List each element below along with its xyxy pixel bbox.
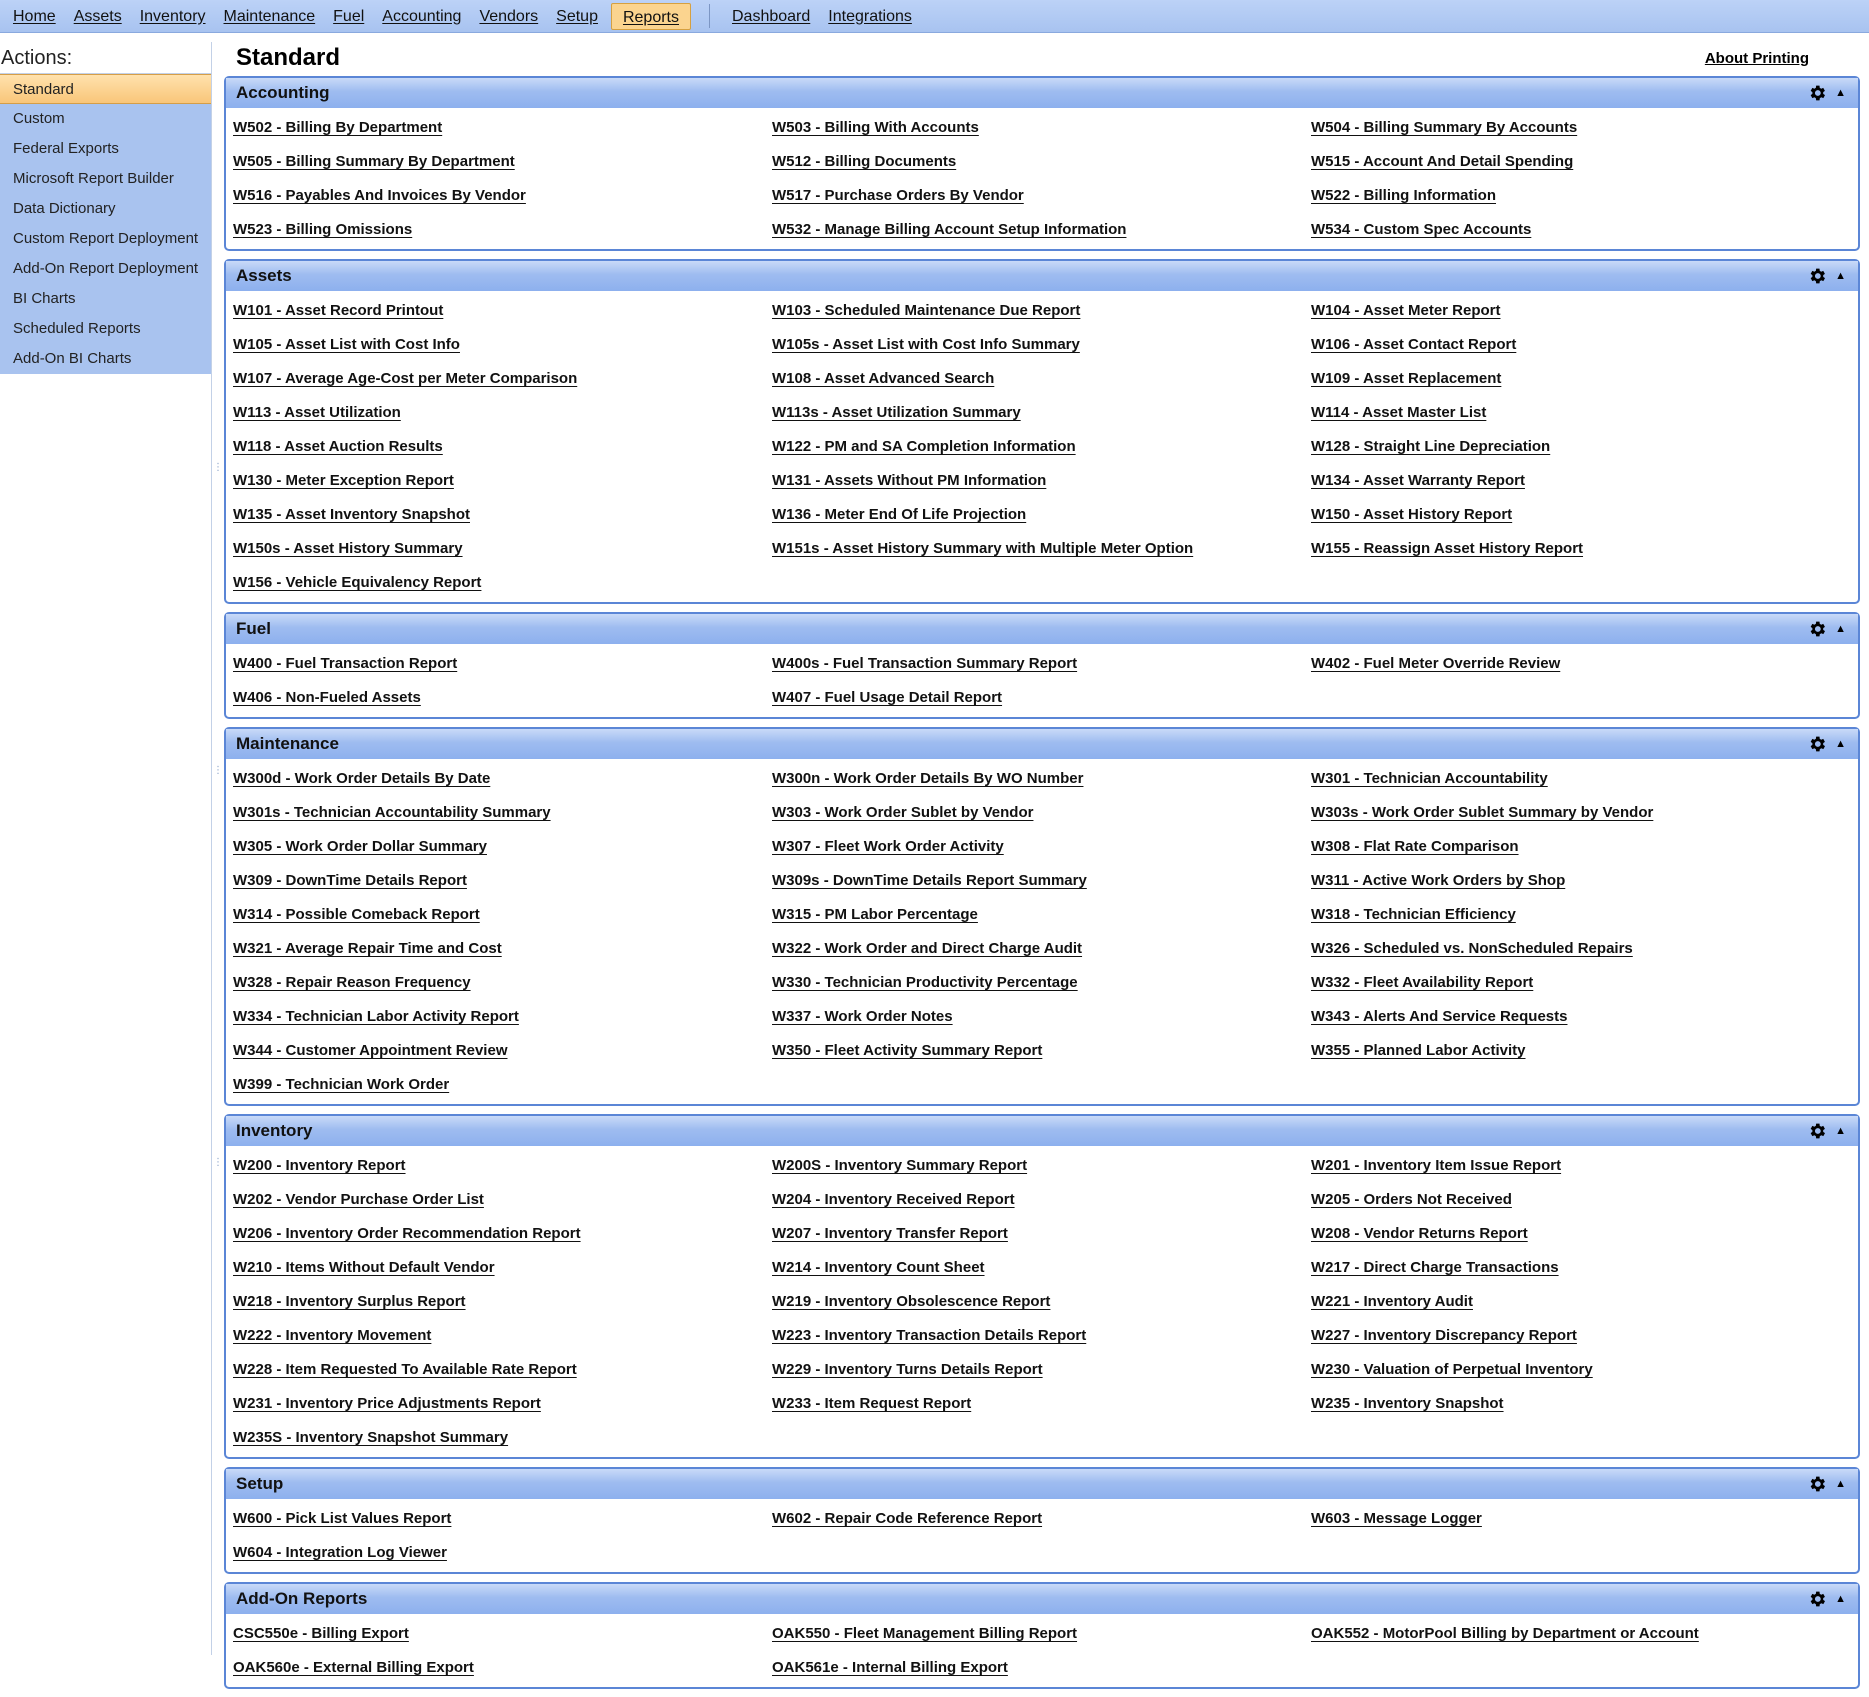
report-link[interactable]: W516 - Payables And Invoices By Vendor [233, 187, 526, 204]
report-link[interactable]: W210 - Items Without Default Vendor [233, 1259, 495, 1276]
report-link[interactable]: W309 - DownTime Details Report [233, 872, 467, 889]
gear-icon[interactable] [1807, 1474, 1827, 1494]
report-link[interactable]: W136 - Meter End Of Life Projection [772, 506, 1027, 523]
report-link[interactable]: W113s - Asset Utilization Summary [772, 404, 1021, 421]
report-link[interactable]: W309s - DownTime Details Report Summary [772, 872, 1087, 889]
report-link[interactable]: W322 - Work Order and Direct Charge Audit [772, 940, 1083, 957]
report-link[interactable]: W118 - Asset Auction Results [233, 438, 443, 455]
report-link[interactable]: W517 - Purchase Orders By Vendor [772, 187, 1024, 204]
sidebar-item-standard[interactable]: Standard [0, 74, 211, 104]
report-link[interactable]: W156 - Vehicle Equivalency Report [233, 574, 482, 591]
report-link[interactable]: W400s - Fuel Transaction Summary Report [772, 655, 1078, 672]
sidebar-item-bi-charts[interactable]: BI Charts [13, 290, 76, 307]
nav-setup[interactable]: Setup [556, 7, 598, 25]
section-title: Accounting [236, 83, 330, 102]
report-link[interactable]: W305 - Work Order Dollar Summary [233, 838, 487, 855]
splitter-grip-icon[interactable]: ⋮ [213, 765, 223, 776]
gear-icon[interactable] [1807, 619, 1827, 639]
report-link[interactable]: W604 - Integration Log Viewer [233, 1544, 447, 1561]
report-link[interactable]: W155 - Reassign Asset History Report [1311, 540, 1584, 557]
report-link[interactable]: W308 - Flat Rate Comparison [1311, 838, 1519, 855]
section-title: Maintenance [236, 734, 339, 753]
report-link[interactable]: W407 - Fuel Usage Detail Report [772, 689, 1003, 706]
collapse-up-icon[interactable]: ▲ [1835, 623, 1846, 635]
section-add-on-reports [224, 1582, 1860, 1689]
section-accounting [224, 76, 1860, 251]
report-link[interactable]: W512 - Billing Documents [772, 153, 957, 170]
sidebar-item-custom[interactable]: Custom [13, 110, 65, 127]
report-link[interactable]: W318 - Technician Efficiency [1311, 906, 1516, 923]
report-link[interactable]: W515 - Account And Detail Spending [1311, 153, 1574, 170]
report-link[interactable]: W400 - Fuel Transaction Report [233, 655, 458, 672]
nav-maintenance[interactable]: Maintenance [223, 7, 316, 25]
report-link[interactable]: W402 - Fuel Meter Override Review [1311, 655, 1561, 672]
collapse-up-icon[interactable]: ▲ [1835, 270, 1846, 282]
report-link[interactable]: W332 - Fleet Availability Report [1311, 974, 1534, 991]
report-link[interactable]: W204 - Inventory Received Report [772, 1191, 1015, 1208]
section-fuel [224, 612, 1860, 719]
section-tools [1807, 734, 1846, 754]
report-link[interactable]: W105 - Asset List with Cost Info [233, 336, 460, 353]
sidebar-item-add-on-bi-charts[interactable]: Add-On BI Charts [13, 350, 132, 367]
section-header[interactable] [226, 1584, 1858, 1614]
report-link[interactable]: W108 - Asset Advanced Search [772, 370, 995, 387]
actions-title: Actions: [0, 42, 211, 74]
report-link[interactable]: W303 - Work Order Sublet by Vendor [772, 804, 1034, 821]
report-link[interactable]: W105s - Asset List with Cost Info Summary [772, 336, 1080, 353]
report-link[interactable]: W334 - Technician Labor Activity Report [233, 1008, 519, 1025]
section-header[interactable] [226, 1469, 1858, 1499]
report-link[interactable]: W150s - Asset History Summary [233, 540, 463, 557]
page-header [224, 42, 1860, 76]
report-link[interactable]: W200 - Inventory Report [233, 1157, 406, 1174]
report-link[interactable]: W113 - Asset Utilization [233, 404, 401, 421]
report-link[interactable]: W233 - Item Request Report [772, 1395, 972, 1412]
section-report-list [226, 1499, 1858, 1572]
report-link[interactable]: W315 - PM Labor Percentage [772, 906, 978, 923]
actions-menu [0, 74, 211, 374]
section-title: Fuel [236, 619, 271, 638]
collapse-up-icon[interactable]: ▲ [1835, 738, 1846, 750]
report-link[interactable]: W344 - Customer Appointment Review [233, 1042, 508, 1059]
report-link[interactable]: W314 - Possible Comeback Report [233, 906, 480, 923]
section-header[interactable] [226, 261, 1858, 291]
report-link[interactable]: W131 - Assets Without PM Information [772, 472, 1047, 489]
report-link[interactable]: W337 - Work Order Notes [772, 1008, 953, 1025]
section-report-list [226, 1614, 1858, 1687]
report-link[interactable]: W300n - Work Order Details By WO Number [772, 770, 1084, 787]
section-tools [1807, 619, 1846, 639]
section-tools [1807, 83, 1846, 103]
report-link[interactable]: W343 - Alerts And Service Requests [1311, 1008, 1568, 1025]
sidebar-item-custom-report-deployment[interactable]: Custom Report Deployment [13, 230, 199, 247]
page-title: Standard [236, 44, 341, 71]
nav-home[interactable]: Home [13, 7, 56, 25]
gear-icon[interactable] [1807, 1589, 1827, 1609]
report-link[interactable]: W223 - Inventory Transaction Details Report [772, 1327, 1087, 1344]
nav-fuel[interactable]: Fuel [333, 7, 365, 25]
section-report-list [226, 291, 1858, 602]
report-link[interactable]: W217 - Direct Charge Transactions [1311, 1259, 1559, 1276]
nav-assets[interactable]: Assets [73, 7, 122, 25]
section-inventory [224, 1114, 1860, 1459]
report-link[interactable]: W330 - Technician Productivity Percentage [772, 974, 1078, 991]
report-link[interactable]: OAK561e - Internal Billing Export [772, 1659, 1008, 1676]
section-header[interactable] [226, 614, 1858, 644]
section-report-list [226, 1146, 1858, 1457]
report-link[interactable]: W532 - Manage Billing Account Setup Information [772, 221, 1127, 238]
section-header[interactable] [226, 78, 1858, 108]
report-link[interactable]: W122 - PM and SA Completion Information [772, 438, 1076, 455]
collapse-up-icon[interactable]: ▲ [1835, 1125, 1846, 1137]
actions-sidebar [0, 42, 212, 1655]
report-link[interactable]: W355 - Planned Labor Activity [1311, 1042, 1526, 1059]
report-link[interactable]: W208 - Vendor Returns Report [1311, 1225, 1528, 1242]
report-link[interactable]: W230 - Valuation of Perpetual Inventory [1311, 1361, 1593, 1378]
report-link[interactable]: W301 - Technician Accountability [1311, 770, 1548, 787]
report-link[interactable]: OAK550 - Fleet Management Billing Report [772, 1625, 1078, 1642]
report-link[interactable]: W522 - Billing Information [1311, 187, 1497, 204]
nav-dashboard[interactable]: Dashboard [732, 7, 811, 25]
nav-inventory[interactable]: Inventory [139, 7, 206, 25]
section-tools [1807, 1121, 1846, 1141]
report-link[interactable]: W350 - Fleet Activity Summary Report [772, 1042, 1043, 1059]
report-link[interactable]: W399 - Technician Work Order [233, 1076, 450, 1093]
gear-icon[interactable] [1807, 266, 1827, 286]
report-link[interactable]: W600 - Pick List Values Report [233, 1510, 452, 1527]
report-link[interactable]: W150 - Asset History Report [1311, 506, 1513, 523]
report-link[interactable]: W151s - Asset History Summary with Multiple Meter Option [772, 540, 1194, 557]
report-link[interactable]: W103 - Scheduled Maintenance Due Report [772, 302, 1081, 319]
nav-accounting[interactable]: Accounting [382, 7, 462, 25]
collapse-up-icon[interactable]: ▲ [1835, 87, 1846, 99]
report-link[interactable]: W114 - Asset Master List [1311, 404, 1487, 421]
report-link[interactable]: W200S - Inventory Summary Report [772, 1157, 1028, 1174]
report-link[interactable]: W328 - Repair Reason Frequency [233, 974, 471, 991]
gear-icon[interactable] [1807, 1121, 1827, 1141]
section-tools [1807, 1474, 1846, 1494]
section-title: Assets [236, 266, 292, 285]
splitter-grip-icon[interactable]: ⋮ [213, 1157, 223, 1168]
report-link[interactable]: W523 - Billing Omissions [233, 221, 413, 238]
report-link[interactable]: W107 - Average Age-Cost per Meter Comparison [233, 370, 578, 387]
report-link[interactable]: W603 - Message Logger [1311, 1510, 1482, 1527]
report-link[interactable]: W229 - Inventory Turns Details Report [772, 1361, 1043, 1378]
nav-reports[interactable]: Reports [611, 3, 691, 30]
report-link[interactable]: W505 - Billing Summary By Department [233, 153, 515, 170]
section-report-list [226, 108, 1858, 249]
report-link[interactable]: W311 - Active Work Orders by Shop [1311, 872, 1566, 889]
report-link[interactable]: W201 - Inventory Item Issue Report [1311, 1157, 1562, 1174]
report-link[interactable]: W206 - Inventory Order Recommendation Report [233, 1225, 581, 1242]
section-title: Add-On Reports [236, 1589, 368, 1608]
report-link[interactable]: W207 - Inventory Transfer Report [772, 1225, 1008, 1242]
report-link[interactable]: W219 - Inventory Obsolescence Report [772, 1293, 1051, 1310]
report-sections [224, 76, 1860, 1689]
collapse-up-icon[interactable]: ▲ [1835, 1593, 1846, 1605]
report-link[interactable]: W321 - Average Repair Time and Cost [233, 940, 502, 957]
collapse-up-icon[interactable]: ▲ [1835, 1478, 1846, 1490]
report-link[interactable]: W202 - Vendor Purchase Order List [233, 1191, 484, 1208]
splitter-grip-icon[interactable]: ⋮ [213, 462, 223, 473]
sidebar-item-federal-exports[interactable]: Federal Exports [13, 140, 119, 157]
gear-icon[interactable] [1807, 734, 1827, 754]
report-link[interactable]: W135 - Asset Inventory Snapshot [233, 506, 470, 523]
report-link[interactable]: W303s - Work Order Sublet Summary by Vendor [1311, 804, 1654, 821]
section-title: Setup [236, 1474, 284, 1493]
report-link[interactable]: W300d - Work Order Details By Date [233, 770, 491, 787]
report-link[interactable]: W205 - Orders Not Received [1311, 1191, 1512, 1208]
main-content [224, 42, 1860, 1697]
report-link[interactable]: W502 - Billing By Department [233, 119, 443, 136]
nav-vendors[interactable]: Vendors [479, 7, 539, 25]
gear-icon[interactable] [1807, 83, 1827, 103]
report-link[interactable]: W222 - Inventory Movement [233, 1327, 432, 1344]
report-link[interactable]: W301s - Technician Accountability Summary [233, 804, 551, 821]
report-link[interactable]: W218 - Inventory Surplus Report [233, 1293, 466, 1310]
report-link[interactable]: W109 - Asset Replacement [1311, 370, 1502, 387]
report-link[interactable]: OAK560e - External Billing Export [233, 1659, 474, 1676]
report-link[interactable]: W307 - Fleet Work Order Activity [772, 838, 1004, 855]
sidebar-item-data-dictionary[interactable]: Data Dictionary [13, 200, 116, 217]
report-link[interactable]: W534 - Custom Spec Accounts [1311, 221, 1532, 238]
nav-integrations[interactable]: Integrations [828, 7, 912, 25]
section-tools [1807, 266, 1846, 286]
report-link[interactable]: OAK552 - MotorPool Billing by Department or Account [1311, 1625, 1699, 1642]
report-link[interactable]: W128 - Straight Line Depreciation [1311, 438, 1551, 455]
report-link[interactable]: W227 - Inventory Discrepancy Report [1311, 1327, 1577, 1344]
report-link[interactable]: W602 - Repair Code Reference Report [772, 1510, 1043, 1527]
sidebar-item-add-on-report-deployment[interactable]: Add-On Report Deployment [13, 260, 199, 277]
report-link[interactable]: W231 - Inventory Price Adjustments Report [233, 1395, 541, 1412]
section-report-list [226, 759, 1858, 1104]
report-link[interactable]: W101 - Asset Record Printout [233, 302, 444, 319]
report-link[interactable]: W235S - Inventory Snapshot Summary [233, 1429, 509, 1446]
section-assets [224, 259, 1860, 604]
report-link[interactable]: W134 - Asset Warranty Report [1311, 472, 1525, 489]
report-link[interactable]: W503 - Billing With Accounts [772, 119, 979, 136]
top-navigation [0, 0, 1869, 33]
report-link[interactable]: W326 - Scheduled vs. NonScheduled Repairs [1311, 940, 1633, 957]
section-title: Inventory [236, 1121, 313, 1140]
section-report-list [226, 644, 1858, 717]
report-link[interactable]: W221 - Inventory Audit [1311, 1293, 1473, 1310]
sidebar-item-scheduled-reports[interactable]: Scheduled Reports [13, 320, 141, 337]
report-link[interactable]: W406 - Non-Fueled Assets [233, 689, 421, 706]
section-setup [224, 1467, 1860, 1574]
report-link[interactable]: W130 - Meter Exception Report [233, 472, 454, 489]
report-link[interactable]: W104 - Asset Meter Report [1311, 302, 1501, 319]
report-link[interactable]: W106 - Asset Contact Report [1311, 336, 1517, 353]
section-tools [1807, 1589, 1846, 1609]
section-maintenance [224, 727, 1860, 1106]
section-header[interactable] [226, 1116, 1858, 1146]
report-link[interactable]: W228 - Item Requested To Available Rate Report [233, 1361, 577, 1378]
report-link[interactable]: CSC550e - Billing Export [233, 1625, 409, 1642]
report-link[interactable]: W214 - Inventory Count Sheet [772, 1259, 985, 1276]
nav-divider [709, 4, 710, 28]
report-link[interactable]: W235 - Inventory Snapshot [1311, 1395, 1504, 1412]
section-header[interactable] [226, 729, 1858, 759]
about-printing-link[interactable]: About Printing [1704, 50, 1809, 67]
report-link[interactable]: W504 - Billing Summary By Accounts [1311, 119, 1578, 136]
sidebar-item-microsoft-report-builder[interactable]: Microsoft Report Builder [13, 170, 174, 187]
